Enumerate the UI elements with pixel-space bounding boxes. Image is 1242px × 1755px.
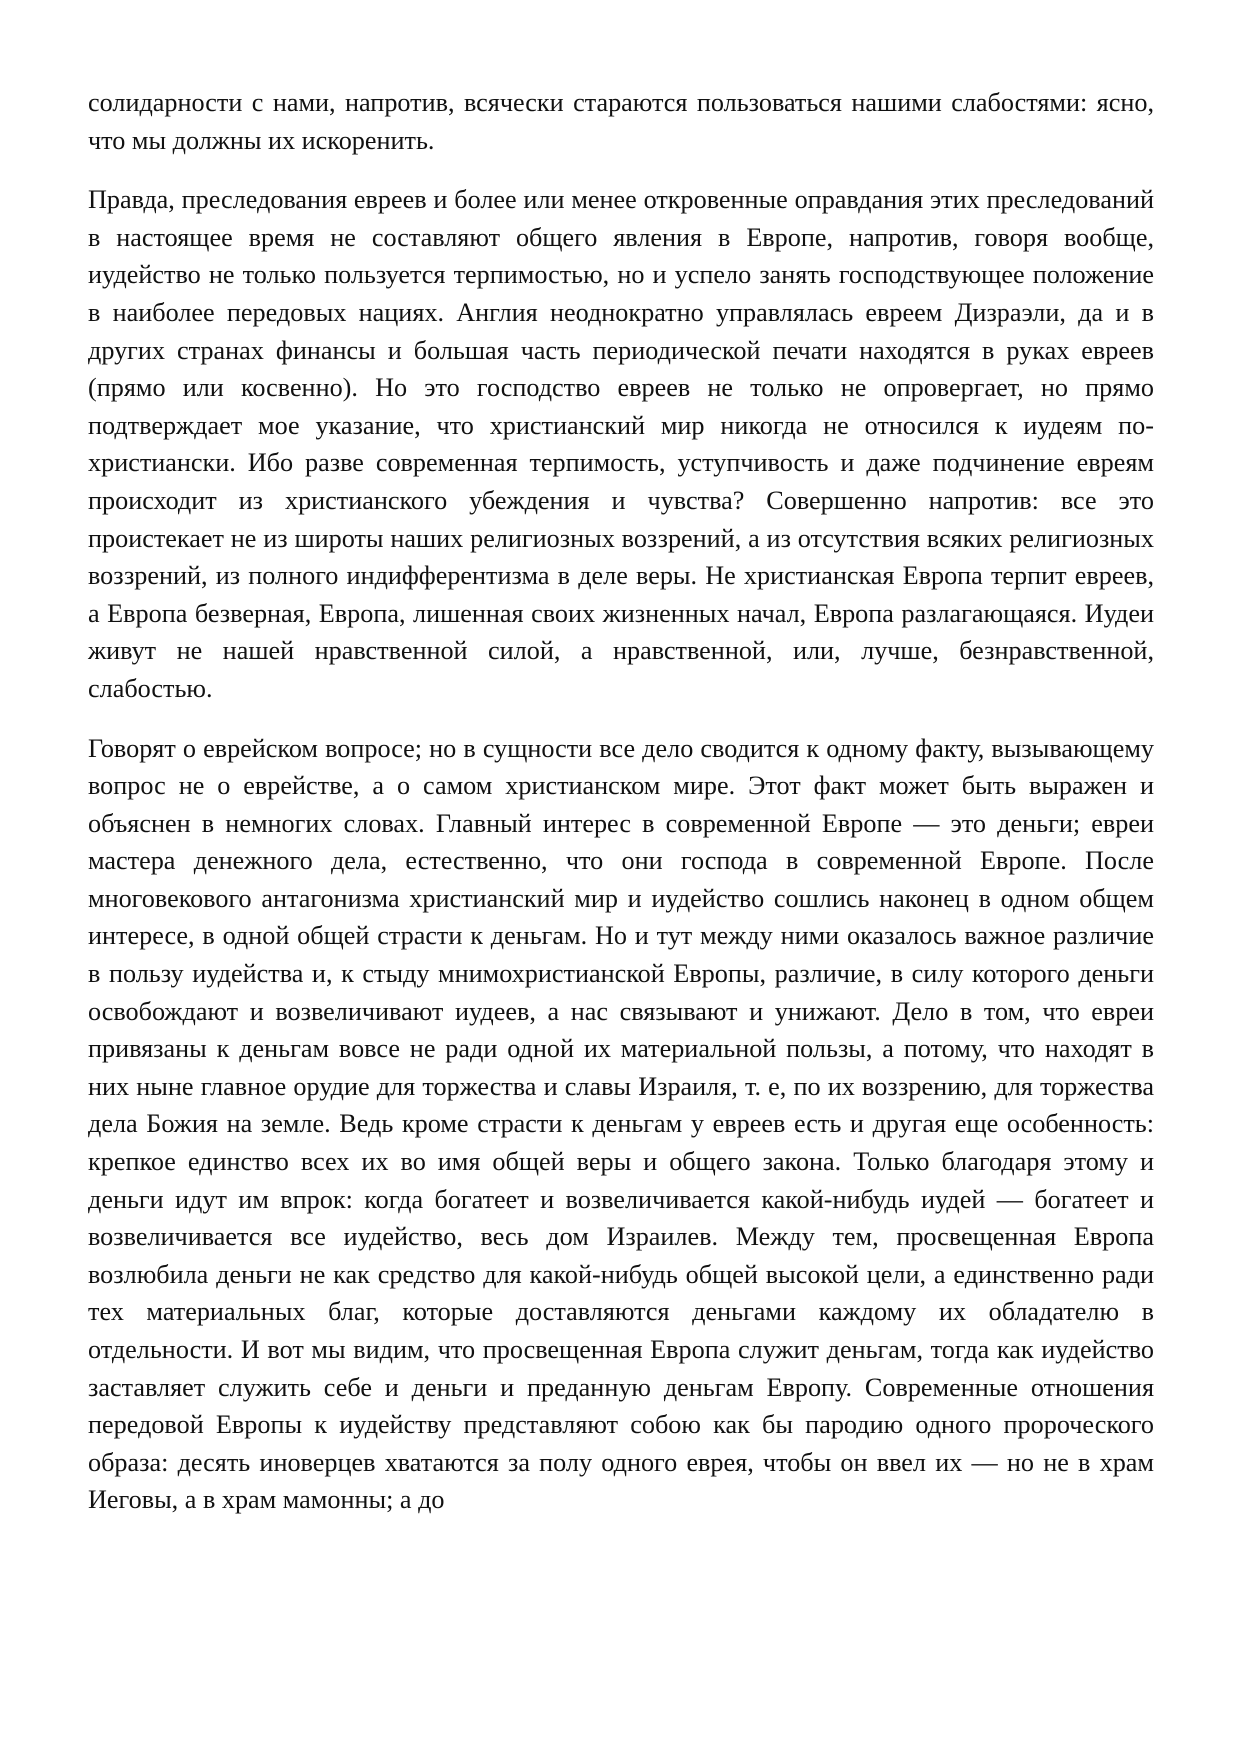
- document-page: [88, 84, 1154, 1541]
- paragraph-3: Говорят о еврейском вопросе; но в сущности все дело сводится к одному факту, вызывающему вопрос не о еврействе, а о самом христианском мире. Этот факт может быть выражен и объяснен в немногих словах. Главный интерес в современной Европе — это деньги; евреи мастера денежного дела, естественно, что они господа в современной Европе. После многовекового антагонизма христианский мир и иудейство сошлись наконец в одном общем интересе, в одной общей страсти к деньгам. Но и тут между ними оказалось важное различие в пользу иудейства и, к стыду мнимохристианской Европы, различие, в силу которого деньги освобождают и возвеличивают иудеев, а нас связывают и унижают. Дело в том, что евреи привязаны к деньгам вовсе не ради одной их материальной пользы, а потому, что находят в них ныне главное орудие для торжества и славы Израиля, т. е, по их воззрению, для торжества дела Божия на земле. Ведь кроме страсти к деньгам у евреев есть и другая еще особенность: крепкое единство всех их во имя общей веры и общего закона. Только благодаря этому и деньги идут им впрок: когда богатеет и возвеличивается какой-нибудь иудей — богатеет и возвеличивается все иудейство, весь дом Израилев. Между тем, просвещенная Европа возлюбила деньги не как средство для какой-нибудь общей высокой цели, а единственно ради тех материальных благ, которые доставляются деньгами каждому их обладателю в отдельности. И вот мы видим, что просвещенная Европа служит деньгам, тогда как иудейство заставляет служить себе и деньги и преданную деньгам Европу. Современные отношения передовой Европы к иудейству представляют собою как бы пародию одного пророческого образа: десять иноверцев хватаются за полу одного еврея, чтобы он ввел их — но не в храм Иеговы, а в храм мамонны; а до: [88, 733, 1154, 1515]
- paragraph-2: Правда, преследования евреев и более или менее откровенные оправдания этих преследований в настоящее время не составляют общего явления в Европе, напротив, говоря вообще, иудейство не только пользуется терпимостью, но и успело занять господствующее положение в наиболее передовых нациях. Англия неоднократно управлялась евреем Дизраэли, да и в других странах финансы и большая часть периодической печати находятся в руках евреев (прямо или косвенно). Но это господство евреев не только не опровергает, но прямо подтверждает мое указание, что христианский мир никогда не относился к иудеям по-христиански. Ибо разве современная терпимость, уступчивость и даже подчинение евреям происходит из христианского убеждения и чувства? Совершенно напротив: все это проистекает не из широты наших религиозных воззрений, а из отсутствия всяких религиозных воззрений, из полного индифферентизма в деле веры. Не христианская Европа терпит евреев, а Европа безверная, Европа, лишенная своих жизненных начал, Европа разлагающаяся. Иудеи живут не нашей нравственной силой, а нравственной, или, лучше, безнравственной, слабостью.: [88, 185, 1154, 703]
- paragraph-1: солидарности с нами, напротив, всячески стараются пользоваться нашими слабостями: ясно, что мы должны их искоренить.: [88, 88, 1154, 155]
